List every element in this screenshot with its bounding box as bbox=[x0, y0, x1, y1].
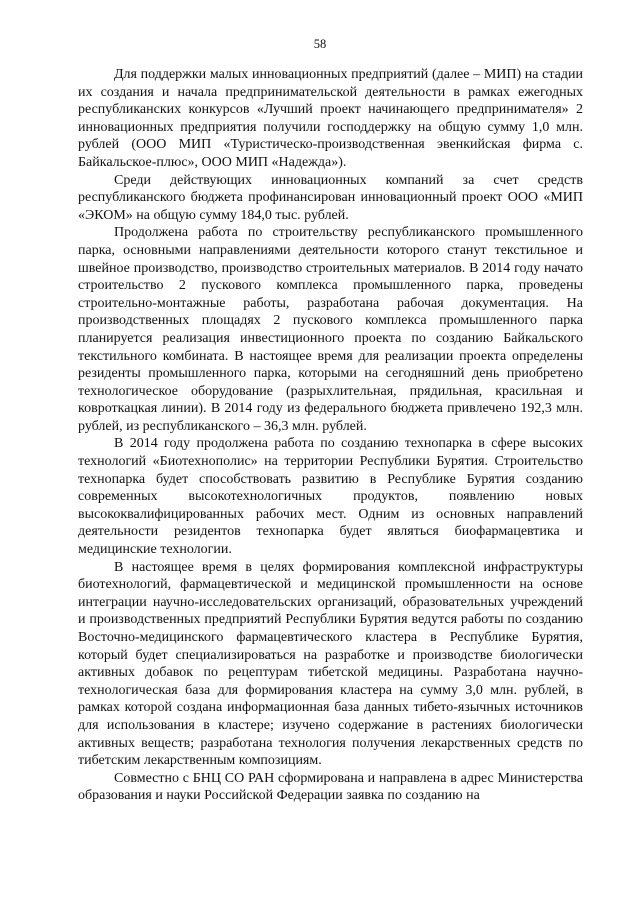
paragraph-medical-cluster: В настоящее время в целях формирования комплексной инфраструктуры биотехнологий, фармацевтической и медицинской промышленности на основе интеграции научно-исследовательских организаций, образовательных учреждений и производственных предприятий Республики Бурятия ведутся работы по созданию Восточно-медицинского фармацевтического кластера в Республике Бурятия, который будет специализироваться на разработке и производстве биологически активных добавок по рецептурам тибетской медицины. Разработана научно-технологическая база для формирования кластера на сумму 3,0 млн. рублей, в рамках которой создана информационная база данных тибето-язычных источников для использования в кластере; изучено содержание в растениях биологически активных веществ; разработана технология получения лекарственных средств по тибетским лекарственным композициям. bbox=[78, 559, 583, 769]
body-text bbox=[78, 66, 583, 805]
page-number: 58 bbox=[313, 37, 327, 51]
paragraph-mip-support: Для поддержки малых инновационных предприятий (далее – МИП) на стадии их создания и начала предпринимательской деятельности в рамках ежегодных республиканских конкурсов «Лучший проект начинающего предпринимателя» 2 инновационных предприятия получили господдержку на общую сумму 1,0 млн. рублей (ООО МИП «Туристическо-производственная эвенкийская фирма с. Байкальское-плюс», ООО МИП «Надежда»). bbox=[78, 67, 583, 170]
paragraph-ekom-project: Среди действующих инновационных компаний за счет средств республиканского бюджета профинансирован инновационный проект ООО «МИП «ЭКОМ» на общую сумму 184,0 тыс. рублей. bbox=[78, 172, 583, 223]
paragraph-biotechnopolis: В 2014 году продолжена работа по созданию технопарка в сфере высоких технологий «Биотехнополис» на территории Республики Бурятия. Строительство технопарка будет способствовать развитию в Республике Бурятия созданию современных высокотехнологичных продуктов, появлению новых высококвалифицированных рабочих мест. Одним из основных направлений деятельности резидентов технопарка будет являться биофармацевтика и медицинские технологии. bbox=[78, 436, 583, 558]
paragraph-bsc-application: Совместно с БНЦ СО РАН сформирована и направлена в адрес Министерства образования и науки Российской Федерации заявка по созданию на bbox=[78, 770, 583, 804]
paragraph-industrial-park: Продолжена работа по строительству республиканского промышленного парка, основными направлениями деятельности которого станут текстильное и швейное производство, производство строительных материалов. В 2014 году начато строительство 2 пускового комплекса промышленного парка, проведены строительно-монтажные работы, разработана рабочая документация. На производственных площадях 2 пускового комплекса промышленного парка планируется реализация инвестиционного проекта по созданию Байкальского текстильного комбината. В настоящее время для реализации проекта определены резиденты промышленного парка, которыми на сегодняшний день приобретено технологическое оборудование (разрыхлительная, прядильная, красильная и ковроткацкая линии). В 2014 году из федерального бюджета привлечено 192,3 млн. рублей, из республиканского – 36,3 млн. рублей. bbox=[78, 225, 583, 434]
